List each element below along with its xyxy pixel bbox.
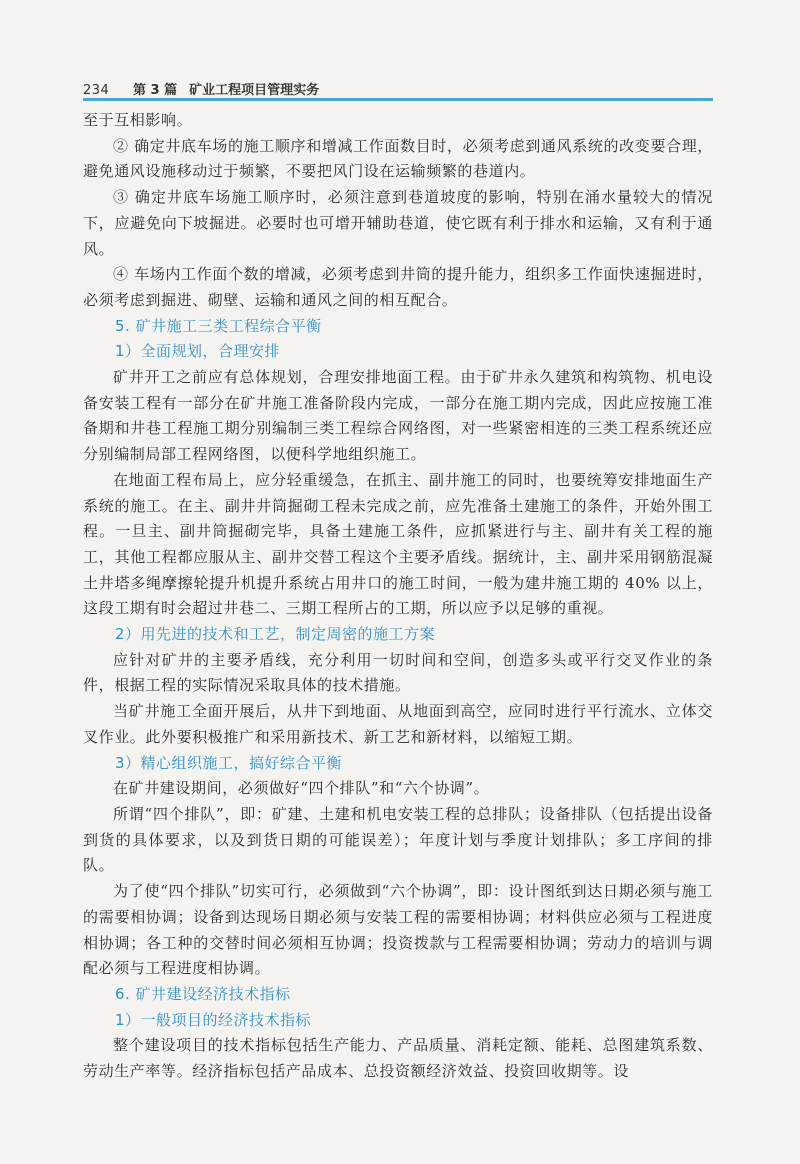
paragraph-item-3: ③ 确定井底车场施工顺序时，必须注意到巷道坡度的影响，特别在涌水量较大的情况下，应避免向下坡掘进。必要时也可增开辅助巷道，使它既有利于排水和运输，又有利于通风。 [83,188,713,258]
paragraph: 在矿井建设期间，必须做好“四个排队”和“六个协调”。 [113,779,490,798]
page-number: 234 [83,83,110,98]
paragraph: 当矿井施工全面开展后，从井下到地面、从地面到高空，应同时进行平行流水、立体交叉作业。此外要积极推广和采用新技术、新工艺和新材料，以缩短工期。 [83,702,713,746]
section-heading-5: 5. 矿井施工三类工程综合平衡 [115,316,322,335]
paragraph: 为了使“四个排队”切实可行，必须做到“六个协调”，即：设计图纸到达日期必须与施工的需要相协调；设备到达现场日期必须与安装工程的需要相协调；材料供应必须与工程进度相协调；各工种的交替时间必须相互协调；投资拨款与工程需要相协调；劳动力的培训与调配必须与工程进度相协调。 [83,882,713,978]
subsection-heading-5-3: 3）精心组织施工，搞好综合平衡 [115,753,343,772]
paragraph: 矿井开工之前应有总体规划，合理安排地面工程。由于矿井永久建筑和构筑物、机电设备安装工程有一部分在矿井施工准备阶段内完成，一部分在施工期内完成，因此应按施工准备期和井巷工程施工期分别编制三类工程综合网络图，对一些紧密相连的三类工程系统还应分别编制局部工程网络图，以便科学地组织施工。 [83,368,713,464]
paragraph: 在地面工程布局上，应分轻重缓急，在抓主、副井施工的同时，也要统筹安排地面生产系统的施工。在主、副井井筒掘砌工程未完成之前，应先准备土建施工的条件，开始外围工程。一旦主、副井筒掘砌完毕，具备土建施工条件，应抓紧进行与主、副井有关工程的施工，其他工程都应服从主、副井交替工程这个主要矛盾线。据统计，主、副井采用钢筋混凝土井塔多绳摩擦轮提升机提升系统占用井口的施工时间，一般为建井施工期的 40% 以上，这段工期有时会超过井巷二、三期工程所占的工期，所以应予以足够的重视。 [83,470,713,618]
running-header [83,68,713,98]
section-heading-6: 6. 矿井建设经济技术指标 [115,984,291,1003]
subsection-heading-5-2: 2）用先进的技术和工艺，制定周密的施工方案 [115,625,436,644]
subsection-heading-6-1: 1）一般项目的经济技术指标 [115,1010,312,1029]
paragraph: 应针对矿井的主要矛盾线，充分利用一切时间和空间，创造多头或平行交叉作业的条件，根据工程的实际情况采取具体的技术措施。 [83,650,713,695]
paragraph-continuation: 至于互相影响。 [83,111,193,129]
paragraph-item-2: ② 确定井底车场的施工顺序和增减工作面数目时，必须考虑到通风系统的改变要合理，避免通风设施移动过于频繁，不要把风门设在运输频繁的巷道内。 [83,136,713,181]
paragraph: 整个建设项目的技术指标包括生产能力、产品质量、消耗定额、能耗、总图建筑系数、劳动生产率等。经济指标包括产品成本、总投资额经济效益、投资回收期等。设 [83,1036,713,1081]
paragraph: 所谓“四个排队”，即：矿建、土建和机电安装工程的总排队；设备排队（包括提出设备到货的具体要求，以及到货日期的可能误差）；年度计划与季度计划排队；多工序间的排队。 [83,804,713,875]
paragraph-item-4: ④ 车场内工作面个数的增减，必须考虑到井筒的提升能力，组织多工作面快速掘进时，必须考虑到掘进、砌壁、运输和通风之间的相互配合。 [83,265,713,309]
part-label: 第 3 篇 [133,83,178,98]
page-body [83,108,713,1085]
subsection-heading-5-1: 1）全面规划，合理安排 [115,342,281,361]
header-rule [83,98,713,101]
part-title: 矿业工程项目管理实务 [189,83,320,98]
